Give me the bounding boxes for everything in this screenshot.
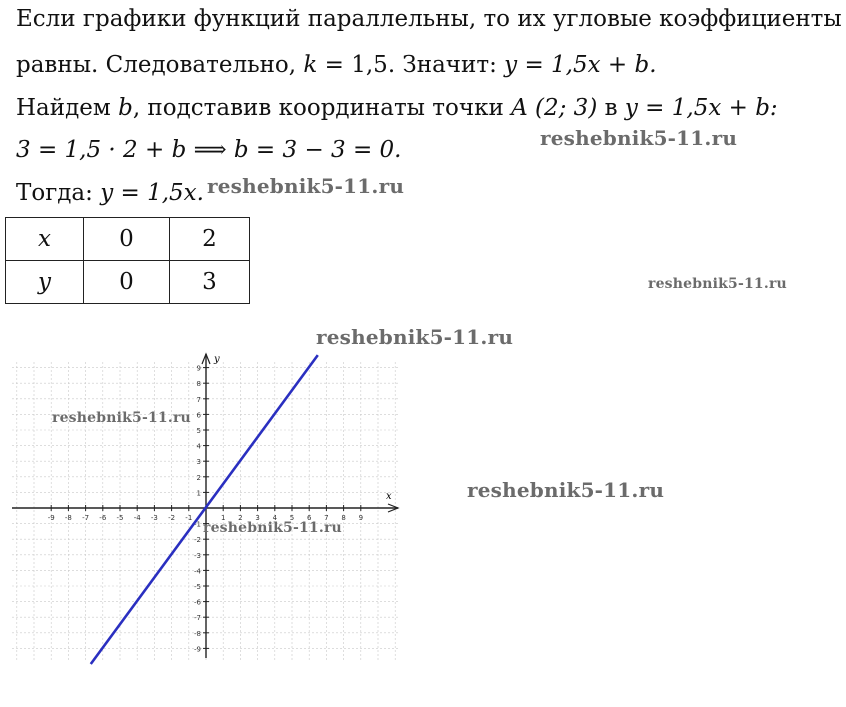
table-row	[6, 261, 250, 304]
grid	[12, 362, 398, 660]
y-tick-label: 5	[196, 427, 201, 435]
table-cell: 0	[84, 218, 170, 261]
y-axis-label: y	[214, 354, 220, 365]
table-cell: 0	[84, 261, 170, 304]
y-tick-label: 4	[196, 442, 201, 451]
x-tick-label: 6	[306, 514, 312, 522]
y-tick-label: -7	[194, 614, 201, 623]
y-tick-label: -5	[194, 583, 201, 591]
function-graph	[0, 340, 420, 670]
axes	[12, 354, 398, 658]
x-tick-label: -9	[47, 514, 55, 522]
line2-text-b: = 1,5. Значит:	[317, 52, 505, 78]
line3-point: A (2; 3)	[511, 95, 598, 121]
line5-text-a: Тогда:	[16, 180, 101, 206]
x-tick-label: 8	[341, 514, 346, 522]
x-tick-label: -5	[116, 514, 124, 522]
y-tick-label: 6	[196, 411, 201, 420]
x-tick-label: 2	[238, 514, 243, 522]
values-table	[5, 217, 250, 304]
text-line-5	[16, 180, 204, 206]
line5-equation: y = 1,5x.	[100, 180, 204, 206]
watermark: reshebnik5-11.ru	[316, 325, 514, 349]
text-line-4	[16, 137, 402, 163]
y-tick-label: -6	[194, 598, 201, 607]
y-tick-label: 2	[196, 473, 201, 482]
x-tick-label: -7	[82, 514, 90, 522]
x-tick-label: 5	[289, 514, 295, 522]
line2-equation: y = 1,5x + b.	[504, 52, 657, 78]
x-tick-label: -8	[64, 514, 72, 522]
line2-text-a: равны. Следовательно,	[16, 52, 304, 78]
x-tick-label: -1	[185, 514, 193, 522]
watermark: reshebnik5-11.ru	[540, 126, 738, 150]
x-tick-label: 1	[220, 514, 226, 522]
y-tick-label: -9	[194, 645, 201, 654]
x-tick-label: 4	[272, 514, 278, 522]
table-cell: 3	[170, 261, 250, 304]
x-tick-label: -2	[168, 514, 176, 522]
x-tick-label: -4	[133, 514, 141, 522]
table-head-cell: x	[6, 218, 84, 261]
line3-b: b	[118, 95, 133, 121]
table-cell: 2	[170, 218, 250, 261]
x-tick-label: -6	[99, 514, 107, 522]
x-tick-label: 9	[358, 514, 364, 522]
y-tick-label: 3	[196, 458, 201, 467]
y-tick-label: -4	[194, 567, 201, 576]
watermark: reshebnik5-11.ru	[52, 410, 191, 426]
table-row	[6, 218, 250, 261]
y-tick-label: 9	[196, 364, 201, 373]
y-tick-label: -2	[194, 536, 201, 545]
line3-equation: y = 1,5x + b:	[624, 95, 778, 121]
y-tick-label: -3	[194, 551, 201, 560]
y-tick-label: 8	[196, 380, 201, 389]
y-tick-label: 1	[196, 489, 201, 498]
line3-text-c: , подставив координаты точки	[132, 95, 512, 121]
y-tick-label: -1	[194, 520, 201, 529]
table-head-cell: y	[6, 261, 84, 304]
x-tick-label: -3	[150, 514, 158, 522]
watermark: reshebnik5-11.ru	[203, 520, 342, 536]
line1-text: Если графики функций параллельны, то их угловые коэффициенты	[16, 6, 842, 32]
watermark: reshebnik5-11.ru	[207, 174, 405, 198]
x-tick-label: 3	[255, 514, 260, 522]
line3-text-d: в	[597, 95, 625, 121]
text-line-3	[16, 95, 778, 121]
text-line-2	[16, 52, 657, 78]
text-line-1	[16, 6, 842, 32]
y-tick-label: 7	[196, 395, 201, 404]
x-tick-label: 7	[324, 514, 329, 522]
line3-text-a: Найдем	[16, 95, 119, 121]
watermark: reshebnik5-11.ru	[467, 478, 665, 502]
watermark: reshebnik5-11.ru	[648, 276, 787, 292]
x-axis-label: x	[386, 491, 392, 502]
y-tick-label: -8	[194, 629, 201, 638]
line4-equation: 3 = 1,5 · 2 + b ⟹ b = 3 − 3 = 0.	[16, 137, 402, 163]
line2-k: k	[303, 52, 318, 78]
